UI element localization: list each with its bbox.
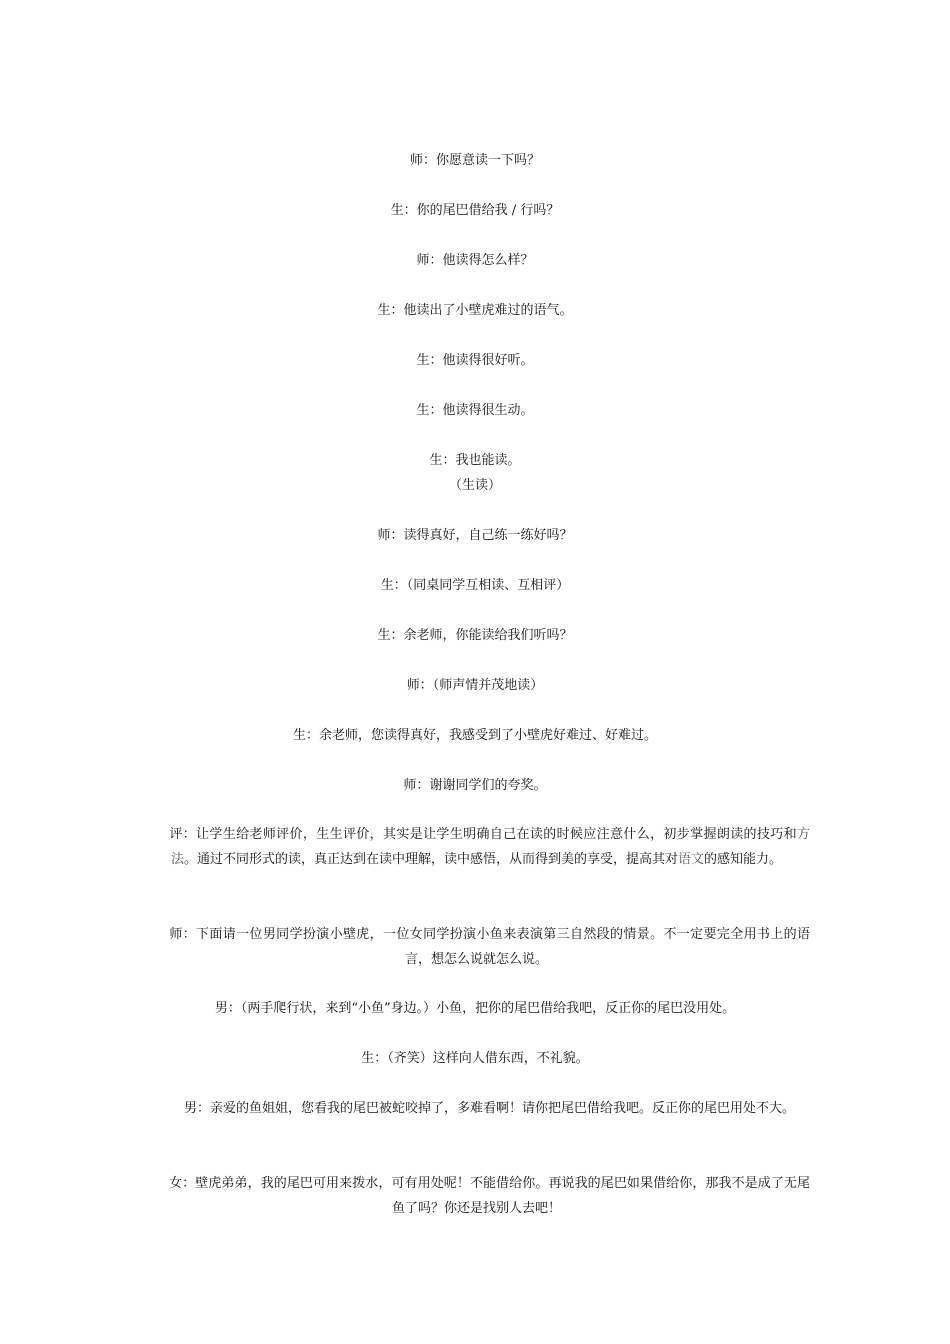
- dialogue-line: 师：你愿意读一下吗？: [409, 153, 540, 168]
- commentary-text: 评：让学生给老师评价，生生评价，其实是让学生明确自己在读的时候应注意什么，初步掌握朗读的技巧和: [169, 827, 797, 842]
- method-link[interactable]: 方法: [170, 827, 810, 867]
- stage-direction: （生读）: [448, 478, 501, 493]
- commentary-text: 。通过不同形式的读，真正达到在读中理解，读中感悟，从而得到美的享受，提高其对: [183, 852, 678, 867]
- boy-line-text: 男：亲爱的鱼姐姐，您看我的尾巴被蛇咬掉了，多难看啊！请你把尾巴借给我吧。反正你的尾巴用处不大。: [183, 1101, 795, 1116]
- teacher-instruction: [143, 922, 810, 972]
- teacher-instruction-text: 师：下面请一位男同学扮演小壁虎，一位女同学扮演小鱼来表演第三自然段的情景。不一定要完全用书上的语言，想怎么说就怎么说。: [169, 927, 810, 967]
- boy-line: 男：（两手爬行状，来到“小鱼”身边。）小鱼，把你的尾巴借给我吧，反正你的尾巴没用处。: [214, 1001, 736, 1016]
- commentary-paragraph: [143, 822, 810, 872]
- boy-line-paragraph: [143, 1096, 810, 1121]
- commentary-text: 的感知能力。: [704, 852, 783, 867]
- girl-line-text: 女：壁虎弟弟，我的尾巴可用来拨水，可有用处呢！不能借给你。再说我的尾巴如果借给你，那我不是成了无尾鱼了吗？你还是找别人去吧！: [169, 1176, 810, 1216]
- dialogue-line: 师：读得真好，自己练一练好吗？: [377, 528, 573, 543]
- dialogue-line: 师：谢谢同学们的夸奖。: [403, 778, 547, 793]
- dialogue-line: 生：余老师，您读得真好，我感受到了小壁虎好难过、好难过。: [292, 728, 657, 743]
- dialogue-line: 师：（师声情并茂地读）: [406, 678, 544, 693]
- dialogue-line: 生：他读得很好听。: [416, 353, 534, 368]
- chinese-link[interactable]: 语文: [678, 852, 705, 867]
- dialogue-line: 生：他读得很生动。: [416, 403, 534, 418]
- dialogue-line: 师：他读得怎么样？: [416, 253, 534, 268]
- dialogue-line: 生：你的尾巴借给我 / 行吗？: [390, 203, 560, 218]
- dialogue-line: 生：他读出了小壁虎难过的语气。: [377, 303, 573, 318]
- girl-line-paragraph: [143, 1171, 810, 1221]
- dialogue-line: 生：余老师，你能读给我们听吗？: [377, 628, 573, 643]
- students-line: 生：（齐笑）这样向人借东西，不礼貌。: [361, 1051, 589, 1066]
- dialogue-line: 生：（同桌同学互相读、互相评）: [380, 578, 570, 593]
- dialogue-line: 生：我也能读。: [429, 453, 521, 468]
